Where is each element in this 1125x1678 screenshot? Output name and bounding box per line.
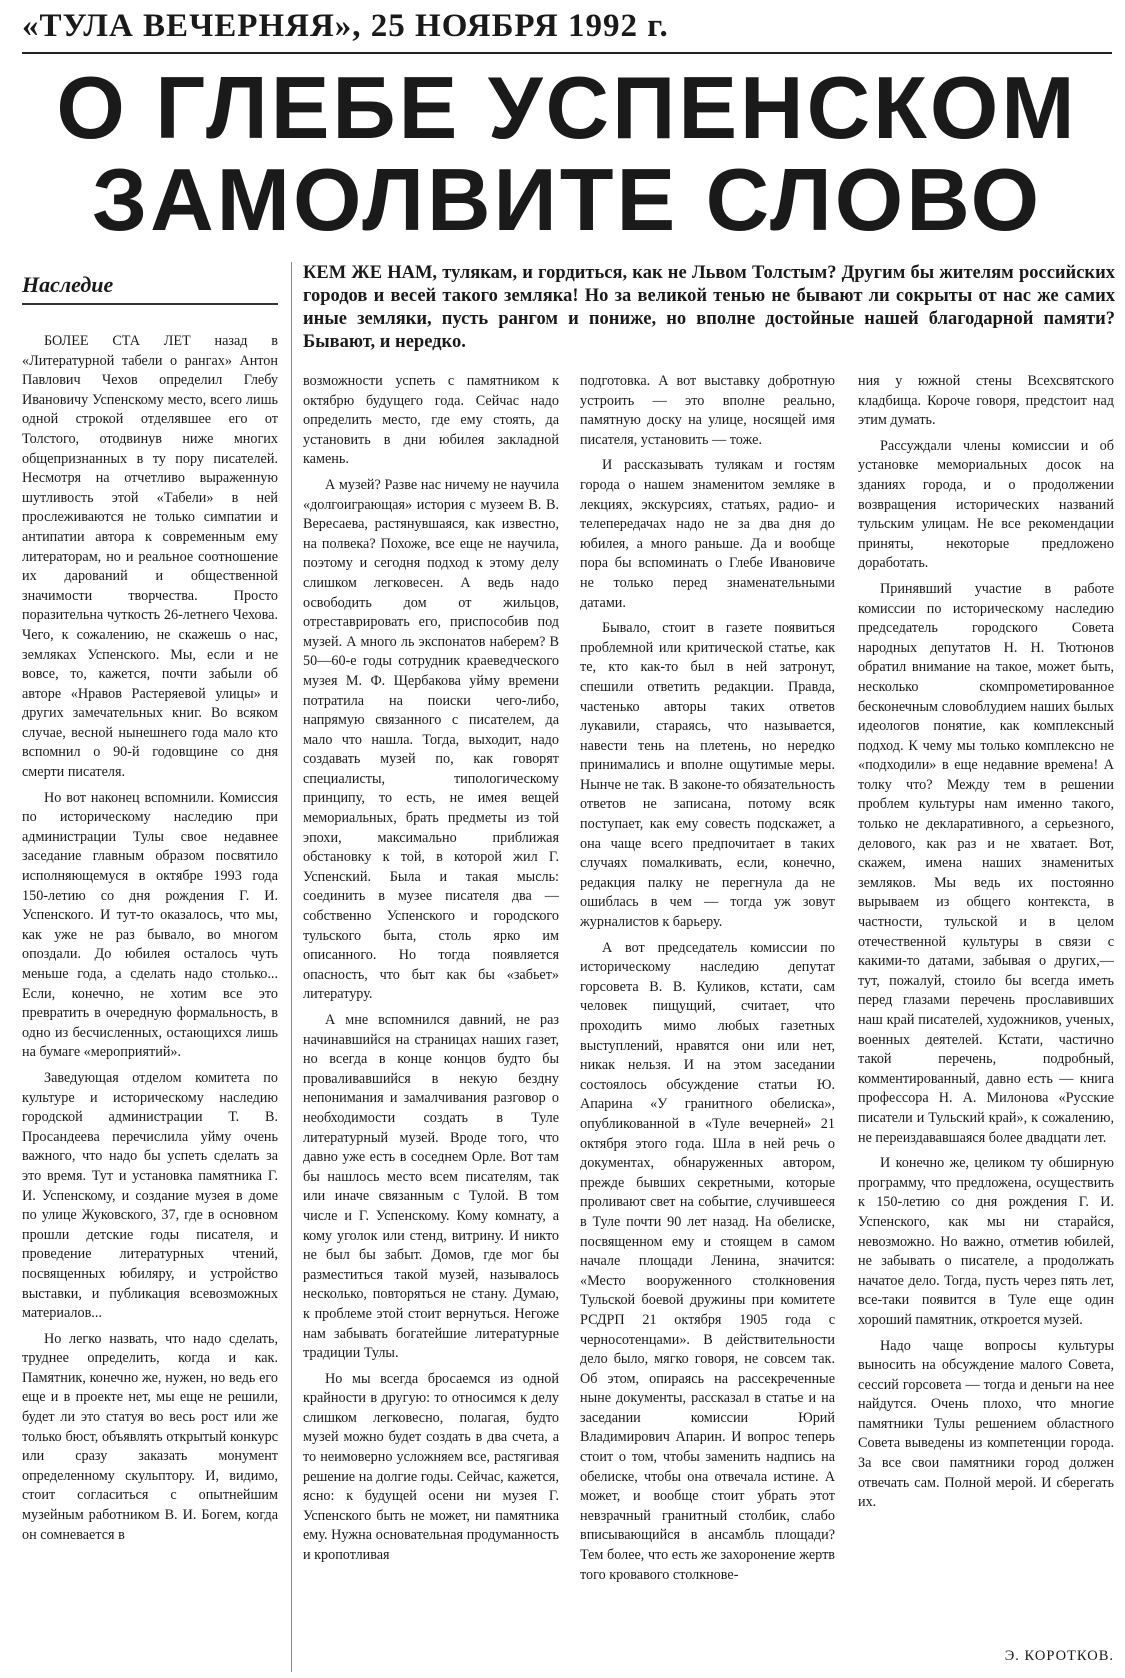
article-column-3	[580, 372, 835, 1672]
article-column-1	[22, 332, 278, 1672]
paragraph: А мне вспомнился давний, не раз начинавшийся на страницах наших газет, но всегда в конце концов будто бы проваливавшийся в некую бездну непонимания и замалчивания разговор о необходимости создать в Туле литературный музей. Вроде того, что давно уже есть в соседнем Орле. Вот там бы нашлось место всем писателям, так или иначе связанным с Тулой. В том числе и Г. Успенскому. Кому комнату, а кому уголок или стенд, витрину. И никто не был бы забыт. Домов, где мог бы разместиться такой музей, называлось несколько, повторяться не стану. Думаю, к проблеме этой стоит вернуться. Негоже нам забывать богатейшие литературные традиции Тулы.	[303, 1012, 559, 1362]
paragraph: И рассказывать тулякам и гостям города о нашем знаменитом земляке в лекциях, экскурсиях, статьях, радио- и телепередачах надо не за два дня до юбилея, а много раньше. Да и вообще пора бы вспоминать о Глебе Ивановиче не только перед знаменательными датами.	[580, 457, 835, 611]
headline-line-2: ЗАМОЛВИТЕ СЛОВО	[91, 150, 1043, 249]
headline-line-1: О ГЛЕБЕ УСПЕНСКОМ	[56, 58, 1078, 157]
paragraph: Но легко назвать, что надо сделать, труднее определить, когда и как. Памятник, конечно же, нужен, но ведь его еще и в проекте нет, мы еще не решили, будет ли это статуя во весь рост или же только бюст, объявлять открытый конкурс или сразу заказать монумент определенному скульптору. И, видимо, стоит согласиться с опытнейшим музейным работником В. И. Богем, когда он сомневается в	[22, 1330, 278, 1543]
paragraph: возможности успеть с памятником к октябрю будущего года. Сейчас надо определить место, где ему стоять, да установить в дни юбилея закладной камень.	[303, 373, 559, 468]
paragraph: А музей? Разве нас ничему не научила «долгоиграющая» история с музеем В. В. Вересаева, растянувшаяся, как известно, на полвека? Похоже, все еще не научила, поэтому и сегодня подход к этому делу слишком легковесен. А ведь надо освободить дом от жильцов, отреставрировать его, приспособив под музей. А много ль экспонатов наберем? В 50—60-е годы сотрудник краеведческого музея М. Ф. Щербакова уйму времени потратила на поиски чего-либо, напрямую связанного с писателем, да мало что нашла. Тогда, выходит, надо создавать музей по, как говорят специалисты, типологическому принципу, то есть, не имея вещей мемориальных, брать предметы из той эпохи, максимально приближая обстановку к той, в которой жил Г. Успенский. Была и такая мысль: соединить в музее писателя два — собственно Успенского и городского тульского быта, столь ярко им описанного. Но тогда появляется опасность, что быт как бы «забьет» литературу.	[303, 476, 559, 1003]
masthead: «ТУЛА ВЕЧЕРНЯЯ», 25 НОЯБРЯ 1992 г.	[22, 8, 669, 44]
paragraph: А вот председатель комиссии по историческому наследию депутат горсовета В. В. Куликов, кстати, сам человек пищущий, считает, что проходить мимо любых газетных выступлений, нравятся они или нет, никак нельзя. И на этом заседании состоялось обсуждение статьи Ю. Апарина «У гранитного обелиска», опубликованной в «Туле вечерней» 21 октября этого года. Шла в ней речь о документах, обнаруженных автором, прежде бывших секретными, которые проливают свет на событие, случившееся в Туле почти 90 лет назад. На обелиске, посвященном ему и стоящем в самом начале площади Ленина, значится: «Место вооруженного столкновения Тульской боевой дружины при комитете РСДРП 21 октября 1905 года с черносотенцами». В действительности дело было, мягко говоря, не совсем так. Об этом, опираясь на рассекреченные ныне документы, рассказал в статье и на заседании комиссии Юрий Владимирович Апарин. И вопрос теперь стоит о том, чтобы заменить надпись на обелиске, чтобы она отвечала истине. А может, и вообще стоит убрать этот невзрачный гранитный столбик, слабо вписывающийся в ансамбль площади? Тем более, что есть же захоронение жертв того кровавого столкнове-	[580, 939, 835, 1583]
paragraph: Рассуждали члены комиссии и об установке мемориальных досок на зданиях города, и о продолжении возвращения исторических названий тульским улицам. Не все рекомендации приняты, некоторые предложено доработать.	[858, 437, 1114, 572]
paragraph: БОЛЕЕ СТА ЛЕТ назад в «Литературной табели о рангах» Антон Павлович Чехов определил Глебу Ивановичу Успенскому место, всего лишь одной строкой отделявшее его от Толстого, отодвинув ниже многих общепризнанных в ту пору писателей. Несмотря на отчетливо выраженную шутливость этой «Табели» в ней прослеживаются не только симпатии и антипатии автора к современным ему литераторам, но и реальное соотношение их дарований и общественной значимости творчества. Просто поразительна чуткость 26-летнего Чехова. Чего, к сожалению, не скажешь о нас, земляках Успенского. Мы, если и не вовсе, то, кажется, почти забыли об авторе «Нравов Растеряевой улицы» и других замечательных книг. Во всяком случае, весной нынешнего года мало кто вспомнил о 90-й годовщине со дня смерти писателя.	[22, 333, 278, 781]
article-column-4	[858, 372, 1114, 1642]
paragraph: Но вот наконец вспомнили. Комиссия по историческому наследию при администрации Тулы свое недавнее заседание главным образом посвятило исполняющемуся в октябре 1993 года 150-летию со дня рождения Г. И. Успенского. И тут-то оказалось, что мы, как уже не раз бывало, во многом опоздали. До юбилея осталось чуть меньше года, а сделать надо столько... Если, конечно, не хотим все это превратить в очередную формальность, в одно из бесчисленных, остающихся лишь на бумаге «мероприятий».	[22, 789, 278, 1061]
headline	[22, 58, 1112, 249]
paragraph: Принявший участие в работе комиссии по историческому наследию председатель городского Совета народных депутатов Н. Н. Тютюнов обратил внимание на такое, может быть, несколько скомпрометированное бесконечным словоблудием наших былых идеологов понятие, как комплексный подход. К чему мы только комплексно не «подходили» в еще недавние времена! А толку что? Между тем в решении проблем культуры нам именно такого, только не декларативного, а серьезного, делового, как раз и не хватает. Вот, скажем, имена наших знаменитых земляков. Мы ведь их постоянно вырываем из общего контекста, в частности, тульской и в целом отечественной культуры в связи с какими-то датами, забывая о других,— тут, пожалуй, стоило бы всегда иметь перед глазами перечень прославивших наш край писателей, художников, ученых, военных деятелей. Кстати, частично такой перечень, подробный, комментированный, давно есть — книга профессора Н. А. Милонова «Русские писатели и Тульский край», к сожалению, не переиздававшаяся более двадцати лет.	[858, 580, 1114, 1146]
paragraph: И конечно же, целиком ту обширную программу, что предложена, осуществить к 150-летию со дня рождения Г. И. Успенского, как мы ни старайся, невозможно. Но важно, отметив юбилей, не забывать о писателе, а продолжать начатое дело. Тогда, пусть через пять лет, все-таки появится в Туле еще один хороший памятник, откроется музей.	[858, 1155, 1114, 1328]
paragraph: Надо чаще вопросы культуры выносить на обсуждение малого Совета, сессий горсовета — тогда и деньги на нее найдутся. Очень плохо, что многие памятники Тулы решением областного Совета выведены из компетенции города. За все свои памятники город должен отвечать сам. Полной мерой. И сберегать их.	[858, 1337, 1114, 1511]
article-column-2	[303, 372, 559, 1672]
rubric-underline	[22, 303, 278, 305]
masthead-rule	[22, 52, 1112, 54]
author-signature: Э. КОРОТКОВ.	[1004, 1648, 1114, 1664]
paragraph: Заведующая отделом комитета по культуре и историческому наследию городской администрации Т. В. Просандеева перечислила уйму очень важного, что надо бы успеть сделать за это время. Тут и установка памятника Г. И. Успенскому, и создание музея в доме по улице Жуковского, 37, где в основном прошли детские годы писателя, и проведение литературных чтений, посвященных юбиляру, и устройство выставки, и публикация всевозможных материалов...	[22, 1069, 278, 1322]
paragraph: ния у южной стены Всехсвятского кладбища. Короче говоря, предстоит над этим думать.	[858, 373, 1114, 429]
lead-paragraph: КЕМ ЖЕ НАМ, тулякам, и гордиться, как не Львом Толстым? Другим бы жителям российских городов и весей такого земляка! Но за великой тенью не бывают ли сокрыты от нас же самих иные земляки, пусть рангом и пониже, но вполне достойные нашей благодарной памяти? Бывают, и нередко.	[303, 263, 1115, 352]
paragraph: Бывало, стоит в газете появиться проблемной или критической статье, как те, кто как-то был в ней затронут, спешили ответить редакции. Правда, частенько авторы таких ответов лукавили, стараясь, что называется, навести тень на плетень, но нередко принимались и вполне ощутимые меры. Нынче не так. В законе-то обязательность ответов не записана, потому всяк поступает, как ему совесть подскажет, а она чаще всего предпочитает в таких случаях помалкивать, если, конечно, редакция палку не перегнула да не ошиблась в чем — тогда уж зовут журналистов к барьеру.	[580, 620, 835, 931]
paragraph: подготовка. А вот выставку добротную устроить — это вполне реально, памятную доску на улице, носящей имя писателя, установить — тоже.	[580, 373, 835, 448]
paragraph: Но мы всегда бросаемся из одной крайности в другую: то относимся к делу слишком легковесно, полагая, будто музей можно будет создать в два счета, а то неимоверно усложняем все, растягивая решение на долгие годы. Сейчас, кажется, ясно: к будущей осени ни музея Г. Успенского быть не может, ни памятника ему. Нужна основательная продуманность и кропотливая	[303, 1370, 559, 1564]
column-divider	[291, 262, 292, 1672]
rubric: Наследие	[22, 272, 114, 297]
